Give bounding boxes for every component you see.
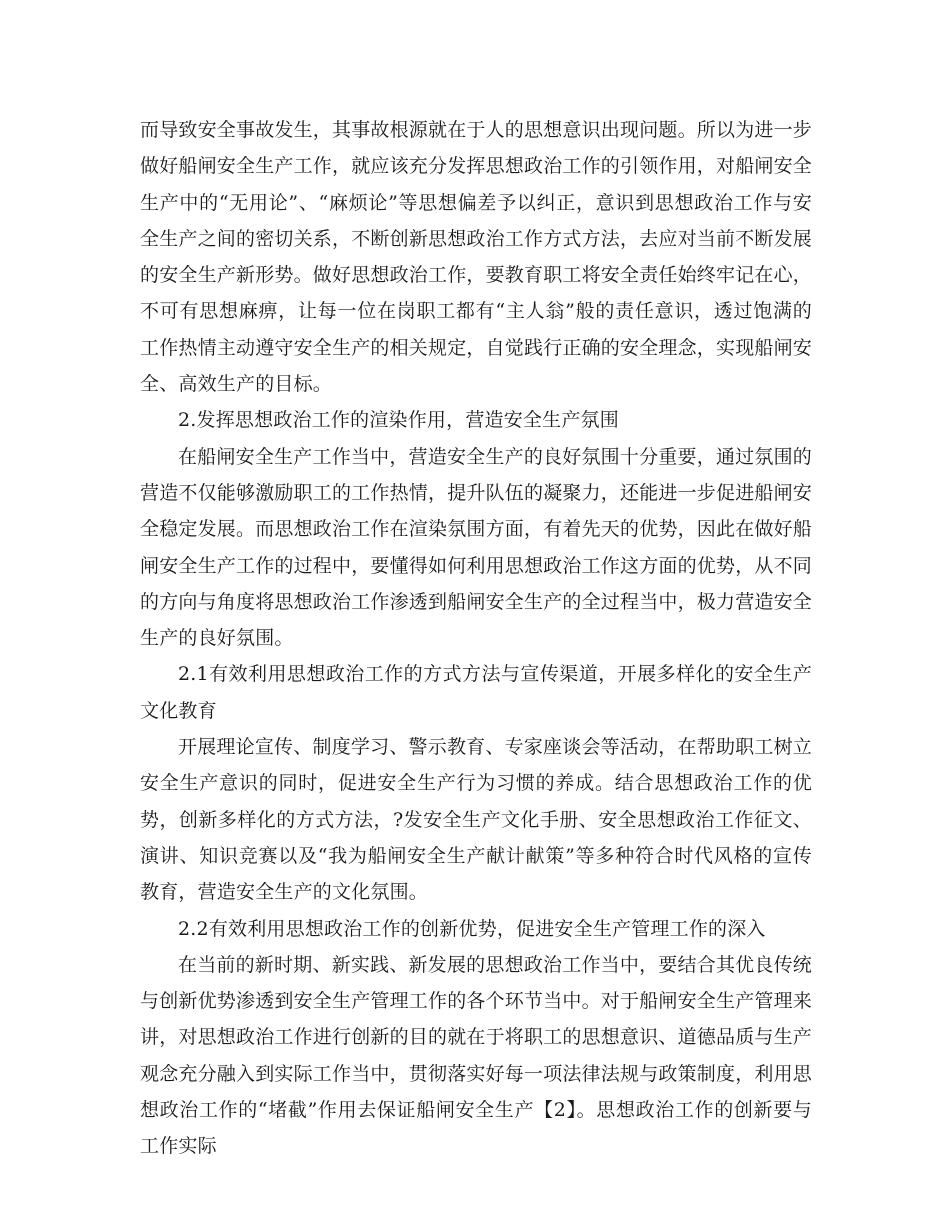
subsection-heading: 2.2有效利用思想政治工作的创新优势，促进安全生产管理工作的深入 [178,917,766,940]
document-body [140,112,812,1165]
body-paragraph: 在当前的新时期、新实践、新发展的思想政治工作当中，要结合其优良传统与创新优势渗透到安全生产管理工作的各个环节当中。对于船闸安全生产管理来讲，对思想政治工作进行创新的目的就在于将职工的思想意识、道德品质与生产观念充分融入到实际工作当中，贯彻落实好每一项法律法规与政策制度，利用思想政治工作的“堵截”作用去保证船闸安全生产【2】。思想政治工作的创新要与工作实际 [140,953,813,1158]
body-paragraph: 而导致安全事故发生，其事故根源就在于人的思想意识出现问题。所以为进一步做好船闸安全生产工作，就应该充分发挥思想政治工作的引领作用，对船闸安全生产中的“无用论”、“麻烦论”等思想偏差予以纠正，意识到思想政治工作与安全生产之间的密切关系，不断创新思想政治工作方式方法，去应对当前不断发展的安全生产新形势。做好思想政治工作，要教育职工将安全责任始终牢记在心，不可有思想麻痹，让每一位在岗职工都有“主人翁”般的责任意识，透过饱满的工作热情主动遵守安全生产的相关规定，自觉践行正确的安全理念，实现船闸安全、高效生产的目标。 [140,119,813,396]
subsection-heading: 2.1有效利用思想政治工作的方式方法与宣传渠道，开展多样化的安全生产文化教育 [140,663,812,722]
body-paragraph: 在船闸安全生产工作当中，营造安全生产的良好氛围十分重要，通过氛围的营造不仅能够激励职工的工作热情，提升队伍的凝聚力，还能进一步促进船闸安全稳定发展。而思想政治工作在渲染氛围方面，有着先天的优势，因此在做好船闸安全生产工作的过程中，要懂得如何利用思想政治工作这方面的优势，从不同的方向与角度将思想政治工作渗透到船闸安全生产的全过程当中，极力营造安全生产的良好氛围。 [140,445,813,650]
body-paragraph: 开展理论宣传、制度学习、警示教育、专家座谈会等活动，在帮助职工树立安全生产意识的同时，促进安全生产行为习惯的养成。结合思想政治工作的优势，创新多样化的方式方法，?发安全生产文化手册、安全思想政治工作征文、演讲、知识竞赛以及“我为船闸安全生产献计献策”等多种符合时代风格的宣传教育，营造安全生产的文化氛围。 [140,736,812,904]
section-heading: 2.发挥思想政治工作的渲染作用，营造安全生产氛围 [178,409,619,432]
